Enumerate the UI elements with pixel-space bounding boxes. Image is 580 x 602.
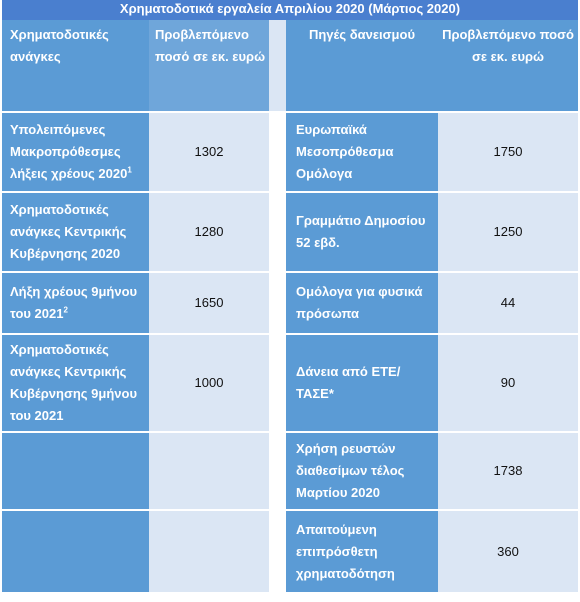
need-label [2,510,149,592]
need-label: Χρηματοδοτικές ανάγκες Κεντρικής Κυβέρνησης 9μήνου του 2021 [2,334,149,432]
need-amount [149,432,269,510]
need-amount: 1000 [149,334,269,432]
source-label: Ευρωπαϊκά Μεσοπρόθεσμα Ομόλογα [286,112,438,192]
source-label: Δάνεια από ΕΤΕ/ΤΑΣΕ* [286,334,438,432]
header-needs-amount: Προβλεπόμενο ποσό σε εκ. ευρώ [149,20,269,112]
need-label: Υπολειπόμενες Μακροπρόθεσμες λήξεις χρέους 2020$^1$ [2,112,149,192]
source-amount: 90 [438,334,578,432]
source-label: Ομόλογα για φυσικά πρόσωπα [286,272,438,334]
source-amount: 1738 [438,432,578,510]
need-amount: 1280 [149,192,269,272]
table-title: Χρηματοδοτικά εργαλεία Απριλίου 2020 (Μάρτιος 2020) [2,0,578,21]
table-row [2,334,578,432]
source-label: Γραμμάτιο Δημοσίου 52 εβδ. [286,192,438,272]
need-amount: 1302 [149,112,269,192]
header-sources-amount: Προβλεπόμενο ποσό σε εκ. ευρώ [438,20,578,112]
need-amount: 1650 [149,272,269,334]
source-label: Χρήση ρευστών διαθεσίμων τέλος Μαρτίου 2020 [286,432,438,510]
need-label: Χρηματοδοτικές ανάγκες Κεντρικής Κυβέρνησης 2020 [2,192,149,272]
header-row [2,20,578,112]
table-row [2,432,578,510]
header-needs: Χρηματοδοτικές ανάγκες [2,20,149,112]
source-label: Απαιτούμενη επιπρόσθετη χρηματοδότηση [286,510,438,592]
table-row [2,192,578,272]
source-amount: 44 [438,272,578,334]
table-row [2,272,578,334]
table-row [2,112,578,192]
table-row [2,510,578,592]
need-label [2,432,149,510]
financing-table [2,20,578,592]
need-label: Λήξη χρέους 9μήνου του 2021$^2$ [2,272,149,334]
need-amount [149,510,269,592]
source-amount: 360 [438,510,578,592]
source-amount: 1750 [438,112,578,192]
source-amount: 1250 [438,192,578,272]
header-sources: Πηγές δανεισμού [286,20,438,112]
